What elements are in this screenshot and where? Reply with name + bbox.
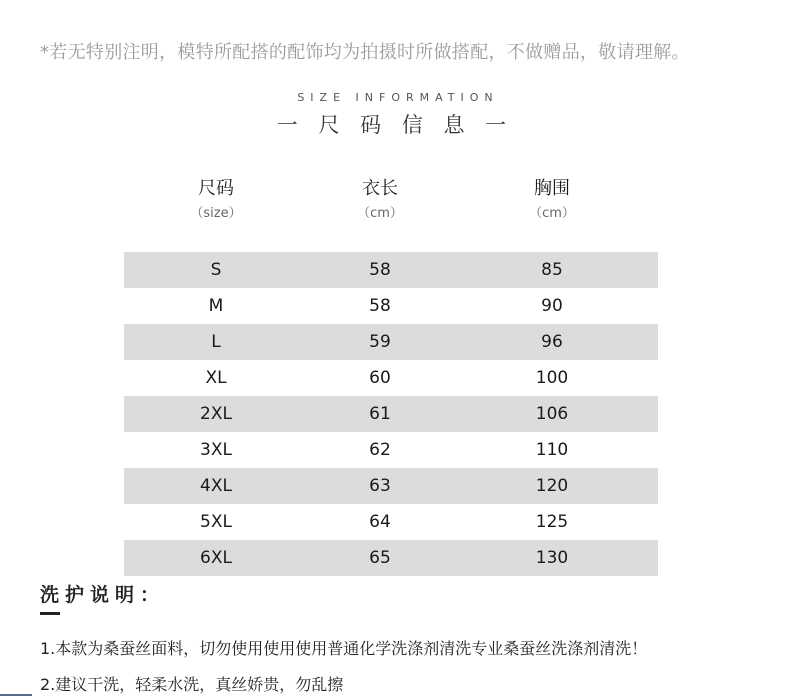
size-information-title-cn: 一 尺 码 信 息 一 <box>276 113 514 137</box>
cell-size: 3XL <box>200 440 232 460</box>
cell-length: 62 <box>369 440 391 460</box>
cell-chest: 130 <box>535 548 569 568</box>
cell-chest: 106 <box>535 404 569 424</box>
corner-divider <box>0 694 32 696</box>
table-row <box>124 252 658 288</box>
care-title-underline <box>40 612 60 615</box>
cell-chest: 90 <box>541 296 563 316</box>
cell-chest: 85 <box>541 260 563 280</box>
cell-size: M <box>208 296 224 316</box>
table-row <box>124 540 658 576</box>
table-row <box>124 432 658 468</box>
cell-size: 4XL <box>200 476 232 496</box>
cell-chest: 110 <box>535 440 569 460</box>
care-instruction-line: 2.建议干洗，轻柔水洗，真丝娇贵，勿乱擦 <box>40 675 344 694</box>
cell-length: 61 <box>369 404 391 424</box>
cell-size: L <box>211 332 221 352</box>
table-row <box>124 468 658 504</box>
cell-length: 63 <box>369 476 391 496</box>
notice-text: *若无特别注明，模特所配搭的配饰均为拍摄时所做搭配，不做赠品，敬请理解。 <box>40 42 690 63</box>
table-row <box>124 288 658 324</box>
column-header-size <box>156 176 276 224</box>
column-header-chest-label: 胸围 <box>534 178 570 199</box>
table-row <box>124 360 658 396</box>
column-header-length <box>320 176 440 224</box>
cell-length: 65 <box>369 548 391 568</box>
care-instruction-line: 1.本款为桑蚕丝面料，切勿使用使用使用普通化学洗涤剂清洗专业桑蚕丝洗涤剂清洗！ <box>40 639 648 658</box>
column-header-chest <box>492 176 612 224</box>
care-instructions-title: 洗护说明： <box>40 584 166 606</box>
column-header-length-label: 衣长 <box>362 178 398 199</box>
table-row <box>124 324 658 360</box>
column-header-size-unit: （size） <box>190 206 242 221</box>
cell-length: 59 <box>369 332 391 352</box>
cell-length: 58 <box>369 260 391 280</box>
cell-length: 60 <box>369 368 391 388</box>
cell-chest: 100 <box>535 368 569 388</box>
cell-length: 58 <box>369 296 391 316</box>
cell-size: S <box>210 260 222 280</box>
cell-size: 6XL <box>200 548 232 568</box>
size-table <box>124 252 658 576</box>
column-header-length-unit: （cm） <box>357 206 403 221</box>
cell-size: 5XL <box>200 512 232 532</box>
cell-chest: 125 <box>535 512 569 532</box>
size-information-title-en: SIZE INFORMATION <box>297 91 499 104</box>
cell-chest: 120 <box>535 476 569 496</box>
cell-size: 2XL <box>200 404 232 424</box>
table-row <box>124 504 658 540</box>
column-header-chest-unit: （cm） <box>529 206 575 221</box>
cell-size: XL <box>205 368 227 388</box>
column-header-size-label: 尺码 <box>198 178 234 199</box>
table-row <box>124 396 658 432</box>
cell-chest: 96 <box>541 332 563 352</box>
cell-length: 64 <box>369 512 391 532</box>
